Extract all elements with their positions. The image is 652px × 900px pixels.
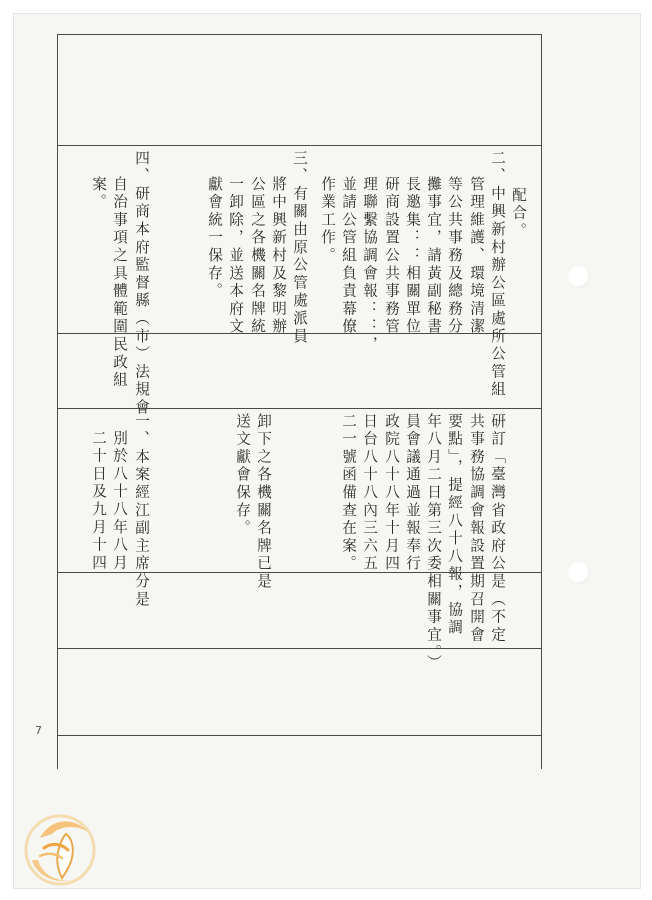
text-column: 四、研商本府監督縣（市）法規會 <box>133 150 150 417</box>
text-column: 將中興新村及黎明辦 <box>270 176 287 337</box>
text-column: 管理維護、環境清潔 <box>468 176 485 337</box>
text-column: 理聯繫協調會報：：， <box>361 176 378 354</box>
text-column: 並請公管組負責幕僚 <box>340 176 357 337</box>
text-column: 配合。 <box>510 187 527 241</box>
binder-hole <box>568 266 590 288</box>
text-column: 案。 <box>90 176 107 212</box>
text-column: 日台八十八內三六五 <box>361 413 378 574</box>
text-column: 共事務協調會報設置期召開會 <box>468 413 485 645</box>
text-column: 研訂「臺灣省政府公是（不定 <box>489 413 506 645</box>
text-column: 獻會統一保存。 <box>206 176 223 301</box>
archive-logo <box>22 808 100 888</box>
text-column: 年八月二日第三次委相關事宜。） <box>425 413 442 673</box>
text-column: 別於八十八年八月 <box>111 430 128 573</box>
table-rule-6 <box>57 735 542 736</box>
table-border-top <box>57 34 542 35</box>
text-column: 公區之各機關名牌統 <box>249 176 266 337</box>
text-column: 政院八十八年十月四 <box>383 413 400 574</box>
text-column: 研商設置公共事務管 <box>383 176 400 337</box>
page-mark: 7 <box>35 724 42 737</box>
table-rule-3 <box>57 408 542 409</box>
binder-hole <box>568 562 590 584</box>
text-column: 卸下之各機關名牌已是 <box>255 413 272 591</box>
text-column: 自治事項之具體範圍民政組 <box>111 176 128 390</box>
text-column: 三、有關由原公管處派員 <box>291 150 308 346</box>
table-border-right <box>541 34 542 769</box>
text-column: 作業工作。 <box>319 176 336 265</box>
text-column: 一卸除，並送本府文 <box>227 176 244 337</box>
text-column: 二、中興新村辦公區處所公管組 <box>489 150 506 400</box>
text-column: 等公共事務及總務分 <box>446 176 463 337</box>
table-rule-1 <box>57 145 542 146</box>
text-column: 一、本案經江副主席分是 <box>133 413 150 609</box>
text-column: 長邀集：：相關單位 <box>404 176 421 337</box>
text-column: 送文獻會保存。 <box>234 413 251 538</box>
table-rule-5 <box>57 648 542 649</box>
text-column: 二一號函備查在案。 <box>340 413 357 574</box>
text-column: 員會議通過並報奉行 <box>404 413 421 574</box>
text-column: 攤事宜，請黃副秘書 <box>425 176 442 337</box>
text-column: 要點」，提經八十八報，協調 <box>446 413 463 638</box>
table-border-left <box>57 34 58 769</box>
text-column: 二十日及九月十四 <box>90 430 107 573</box>
